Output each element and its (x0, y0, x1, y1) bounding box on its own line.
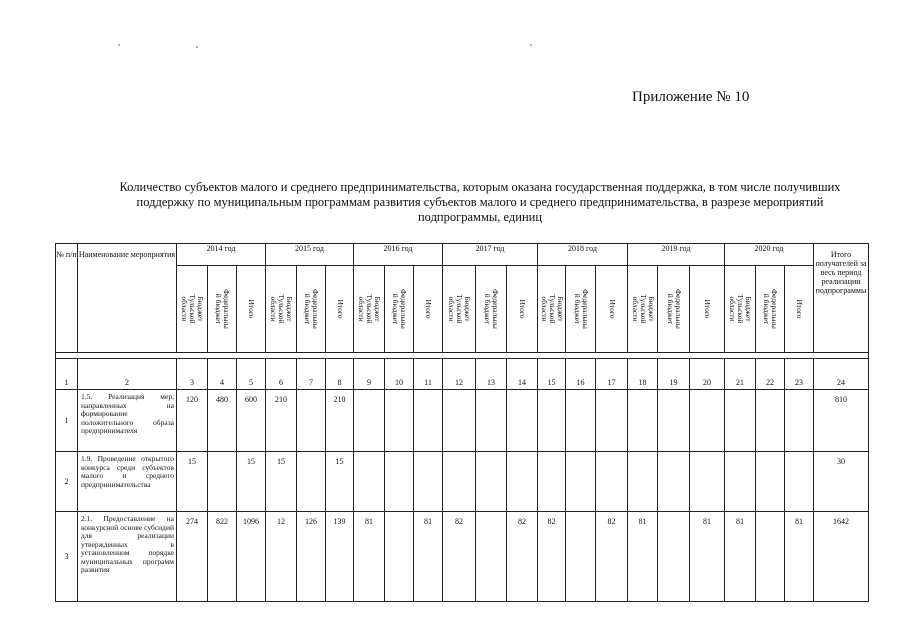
row-name: 1.5. Реализация мер, направленных на формирование положительного образа предпринимателя (78, 390, 177, 452)
cell-value: 126 (297, 512, 326, 602)
table-row (56, 390, 869, 452)
cell-value: 12 (266, 512, 297, 602)
cell-value (443, 390, 476, 452)
cell-value (208, 452, 237, 512)
cell-value (566, 390, 596, 452)
subheader-total (507, 266, 538, 353)
subheader-total (785, 266, 814, 353)
subheader-federal (566, 266, 596, 353)
cell-value: 82 (596, 512, 628, 602)
column-number: 10 (385, 359, 414, 390)
column-number: 3 (177, 359, 208, 390)
subheader-regional (354, 266, 385, 353)
cell-value: 15 (237, 452, 266, 512)
table-row (56, 452, 869, 512)
document-title: Количество субъектов малого и среднего предпринимательства, которым оказана государственная поддержка, в том числе получивших поддержку по муниципальным программам развития субъектов малого и среднего предпринимательства, в разрезе мероприятий подпрограммы, единиц (119, 180, 841, 224)
subheader-total (326, 266, 354, 353)
cell-value: 210 (266, 390, 297, 452)
column-number: 23 (785, 359, 814, 390)
column-number: 13 (476, 359, 507, 390)
cell-value (756, 390, 785, 452)
subheader-label: Итого (247, 299, 256, 319)
cell-value (476, 512, 507, 602)
cell-value (725, 452, 756, 512)
header-year: 2019 год (628, 244, 725, 266)
row-index: 2 (56, 452, 78, 512)
cell-value (596, 390, 628, 452)
cell-value: 120 (177, 390, 208, 452)
subheader-label: Бюджет Тульской области (180, 294, 205, 324)
row-index: 1 (56, 390, 78, 452)
cell-value (658, 512, 690, 602)
subheader-label: Бюджет Тульской области (357, 294, 382, 324)
subheader-label: Бюджет Тульской области (728, 294, 753, 324)
subheader-regional (628, 266, 658, 353)
header-year: 2020 год (725, 244, 814, 266)
subheader-federal (385, 266, 414, 353)
header-year: 2014 год (177, 244, 266, 266)
cell-value (538, 452, 566, 512)
cell-value (785, 452, 814, 512)
cell-value (414, 390, 443, 452)
header-year: 2017 год (443, 244, 538, 266)
column-number: 19 (658, 359, 690, 390)
subheader-total (596, 266, 628, 353)
cell-value (725, 390, 756, 452)
header-num: № п/п (56, 244, 78, 353)
column-number: 1 (56, 359, 78, 390)
cell-value: 15 (177, 452, 208, 512)
cell-value: 81 (628, 512, 658, 602)
cell-value (538, 390, 566, 452)
subheader-total (237, 266, 266, 353)
column-number: 7 (297, 359, 326, 390)
column-number: 17 (596, 359, 628, 390)
subheader-label: Итого (424, 299, 433, 319)
column-number: 9 (354, 359, 385, 390)
column-number: 6 (266, 359, 297, 390)
cell-value (507, 452, 538, 512)
subheader-total (414, 266, 443, 353)
cell-value (476, 390, 507, 452)
cell-value: 81 (690, 512, 725, 602)
subheader-label: Федеральны й бюджет (572, 289, 590, 329)
row-total: 1642 (814, 512, 869, 602)
row-name: 1.9. Проведение открытого конкурса среди субъектов малого и среднего предпринимательства (78, 452, 177, 512)
column-number: 14 (507, 359, 538, 390)
table-row (56, 512, 869, 602)
subheader-label: Федеральны й бюджет (483, 289, 500, 329)
row-name: 2.1. Предоставление на конкурсной основе субсидий для реализации утвержденных в установленном порядке муниципальных программ развития (78, 512, 177, 602)
header-total: Итого получателей за весь период реализации подпрограммы (814, 244, 869, 353)
cell-value (354, 390, 385, 452)
subheader-regional (443, 266, 476, 353)
subheader-regional (538, 266, 566, 353)
subheader-total (690, 266, 725, 353)
header-name: Наименование мероприятия (78, 244, 177, 353)
subheader-federal (476, 266, 507, 353)
column-number: 15 (538, 359, 566, 390)
cell-value: 81 (354, 512, 385, 602)
data-table (55, 243, 869, 602)
cell-value: 81 (725, 512, 756, 602)
cell-value: 81 (785, 512, 814, 602)
cell-value (507, 390, 538, 452)
cell-value (566, 452, 596, 512)
subheader-label: Итого (335, 299, 345, 319)
row-total: 810 (814, 390, 869, 452)
column-number: 12 (443, 359, 476, 390)
cell-value (385, 452, 414, 512)
cell-value (566, 512, 596, 602)
row-total: 30 (814, 452, 869, 512)
cell-value (414, 452, 443, 512)
column-number: 21 (725, 359, 756, 390)
column-number: 24 (814, 359, 869, 390)
subheader-label: Бюджет Тульской области (539, 294, 565, 324)
cell-value (690, 390, 725, 452)
subheader-federal (658, 266, 690, 353)
cell-value (756, 512, 785, 602)
column-number: 20 (690, 359, 725, 390)
header-year: 2015 год (266, 244, 354, 266)
row-index: 3 (56, 512, 78, 602)
subheader-federal (756, 266, 785, 353)
subheader-label: Бюджет Тульской области (269, 294, 294, 324)
subheader-label: Федеральны й бюджет (391, 289, 408, 329)
cell-value: 822 (208, 512, 237, 602)
subheader-label: Итого (795, 299, 804, 319)
cell-value: 600 (237, 390, 266, 452)
header-year: 2018 год (538, 244, 628, 266)
cell-value (628, 452, 658, 512)
cell-value: 15 (326, 452, 354, 512)
cell-value (596, 452, 628, 512)
cell-value (690, 452, 725, 512)
cell-value (658, 452, 690, 512)
subheader-federal (208, 266, 237, 353)
column-number: 18 (628, 359, 658, 390)
column-number: 8 (326, 359, 354, 390)
cell-value (658, 390, 690, 452)
subheader-label: Федеральны й бюджет (303, 289, 320, 329)
cell-value: 82 (507, 512, 538, 602)
cell-value: 480 (208, 390, 237, 452)
column-number: 5 (237, 359, 266, 390)
cell-value (476, 452, 507, 512)
subheader-label: Итого (607, 299, 617, 319)
subheader-label: Федеральны й бюджет (762, 289, 779, 329)
subheader-label: Итого (518, 299, 527, 319)
cell-value (385, 512, 414, 602)
cell-value (297, 390, 326, 452)
cell-value: 274 (177, 512, 208, 602)
cell-value: 139 (326, 512, 354, 602)
subheader-label: Федеральны й бюджет (214, 289, 231, 329)
subheader-label: Бюджет Тульской области (630, 294, 656, 324)
subheader-label: Бюджет Тульской области (447, 294, 472, 324)
column-number: 4 (208, 359, 237, 390)
cell-value: 210 (326, 390, 354, 452)
cell-value (385, 390, 414, 452)
cell-value (297, 452, 326, 512)
column-number: 2 (78, 359, 177, 390)
cell-value (443, 452, 476, 512)
subheader-label: Итого (703, 299, 712, 319)
cell-value: 1096 (237, 512, 266, 602)
subheader-label: Федеральны й бюджет (665, 289, 683, 329)
cell-value (785, 390, 814, 452)
subheader-regional (725, 266, 756, 353)
cell-value (756, 452, 785, 512)
subheader-regional (177, 266, 208, 353)
column-number: 11 (414, 359, 443, 390)
column-number: 16 (566, 359, 596, 390)
header-year: 2016 год (354, 244, 443, 266)
subheader-federal (297, 266, 326, 353)
cell-value: 82 (538, 512, 566, 602)
appendix-label: Приложение № 10 (632, 89, 750, 105)
cell-value: 82 (443, 512, 476, 602)
column-number: 22 (756, 359, 785, 390)
cell-value (354, 452, 385, 512)
subheader-regional (266, 266, 297, 353)
cell-value: 81 (414, 512, 443, 602)
cell-value: 15 (266, 452, 297, 512)
cell-value (628, 390, 658, 452)
